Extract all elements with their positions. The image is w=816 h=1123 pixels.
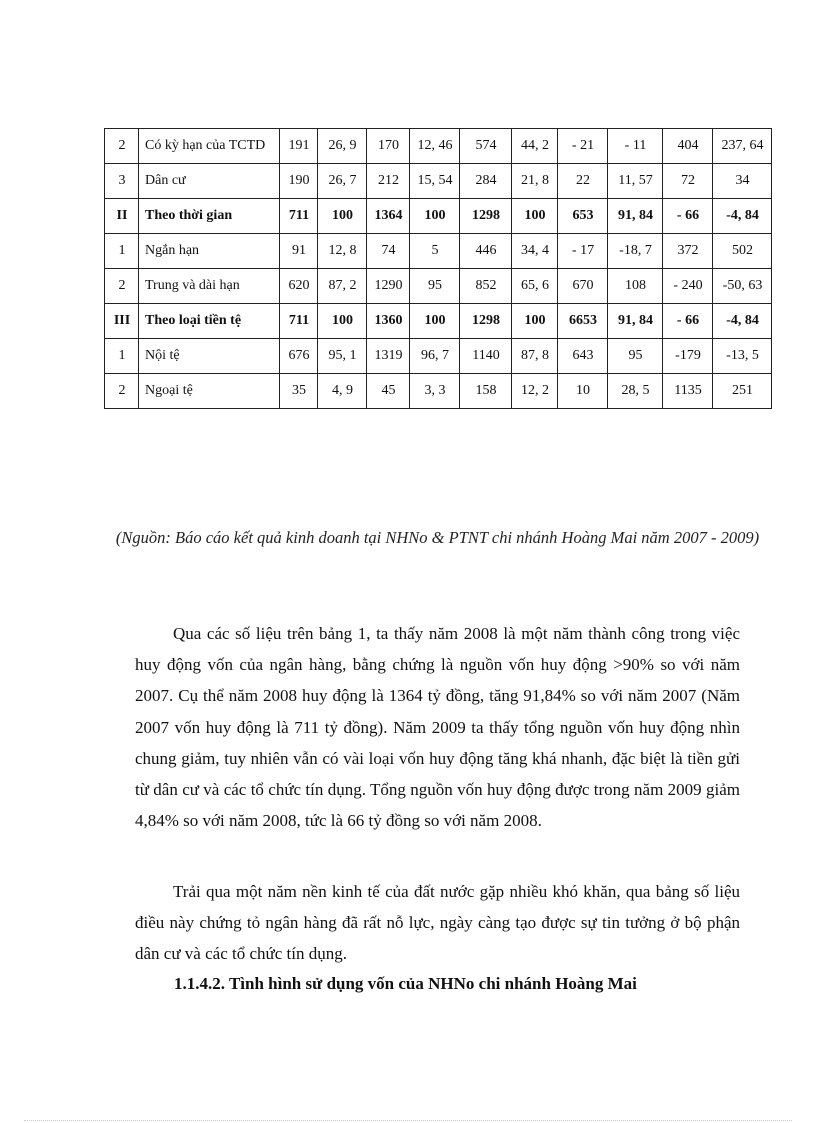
row-label-cell: Có kỳ hạn của TCTD [139, 129, 280, 164]
value-cell: 12, 46 [410, 129, 460, 164]
value-cell: 95, 1 [318, 339, 367, 374]
value-cell: 284 [460, 164, 512, 199]
row-index-cell: 1 [105, 339, 139, 374]
value-cell: 852 [460, 269, 512, 304]
value-cell: 190 [280, 164, 318, 199]
table-row [105, 234, 772, 269]
row-index-cell: II [105, 199, 139, 234]
value-cell: 45 [367, 374, 410, 409]
value-cell: 620 [280, 269, 318, 304]
value-cell: 670 [558, 269, 608, 304]
value-cell: 10 [558, 374, 608, 409]
value-cell: 372 [663, 234, 713, 269]
row-label-cell: Ngắn hạn [139, 234, 280, 269]
value-cell: 91, 84 [608, 199, 663, 234]
paragraph-2: Trải qua một năm nền kinh tế của đất nước gặp nhiều khó khăn, qua bảng số liệu điều này chứng tỏ ngân hàng đã rất nỗ lực, ngày càng tạo được sự tin tưởng ở bộ phận dân cư và các tổ chức tín dụng. [135, 882, 740, 964]
value-cell: - 240 [663, 269, 713, 304]
value-cell: 643 [558, 339, 608, 374]
value-cell: 100 [318, 304, 367, 339]
value-cell: 34, 4 [512, 234, 558, 269]
row-label-cell: Nội tệ [139, 339, 280, 374]
value-cell: 170 [367, 129, 410, 164]
value-cell: 100 [512, 304, 558, 339]
value-cell: -50, 63 [713, 269, 772, 304]
table-body [105, 129, 772, 409]
value-cell: 711 [280, 304, 318, 339]
value-cell: 4, 9 [318, 374, 367, 409]
value-cell: 74 [367, 234, 410, 269]
value-cell: 26, 7 [318, 164, 367, 199]
table-row [105, 269, 772, 304]
value-cell: 95 [410, 269, 460, 304]
value-cell: - 66 [663, 199, 713, 234]
value-cell: 711 [280, 199, 318, 234]
value-cell: 446 [460, 234, 512, 269]
value-cell: 1290 [367, 269, 410, 304]
table-source-note: (Nguồn: Báo cáo kết quả kinh doanh tại NHNo & PTNT chi nhánh Hoàng Mai năm 2007 - 2009) [115, 528, 760, 547]
value-cell: - 11 [608, 129, 663, 164]
value-cell: 95 [608, 339, 663, 374]
value-cell: 237, 64 [713, 129, 772, 164]
row-index-cell: 3 [105, 164, 139, 199]
row-label-cell: Trung và dài hạn [139, 269, 280, 304]
value-cell: 28, 5 [608, 374, 663, 409]
paragraph-1: Qua các số liệu trên bảng 1, ta thấy năm 2008 là một năm thành công trong việc huy động vốn của ngân hàng, bằng chứng là nguồn vốn huy động >90% so với năm 2007. Cụ thể năm 2008 huy động là 1364 tỷ đồng, tăng 91,84% so với năm 2007 (Năm 2007 vốn huy động là 711 tỷ đồng). Năm 2009 ta thấy tổng nguồn vốn huy động nhìn chung giảm, tuy nhiên vẫn có vài loại vốn huy động tăng khá nhanh, đặc biệt là tiền gửi từ dân cư và các tổ chức tín dụng. Tổng nguồn vốn huy động được trong năm 2009 giảm 4,84% so với năm 2008, tức là 66 tỷ đồng so với năm 2008. [135, 624, 740, 831]
table-row [105, 304, 772, 339]
value-cell: 34 [713, 164, 772, 199]
value-cell: 158 [460, 374, 512, 409]
page-footer-rule [24, 1120, 792, 1121]
row-index-cell: 1 [105, 234, 139, 269]
value-cell: 100 [512, 199, 558, 234]
value-cell: 191 [280, 129, 318, 164]
value-cell: -179 [663, 339, 713, 374]
capital-table [104, 128, 771, 409]
table-row [105, 129, 772, 164]
value-cell: 100 [410, 199, 460, 234]
value-cell: 1298 [460, 304, 512, 339]
value-cell: -4, 84 [713, 199, 772, 234]
value-cell: -18, 7 [608, 234, 663, 269]
value-cell: - 66 [663, 304, 713, 339]
value-cell: 676 [280, 339, 318, 374]
table-row [105, 374, 772, 409]
value-cell: 65, 6 [512, 269, 558, 304]
value-cell: 100 [318, 199, 367, 234]
table-row [105, 164, 772, 199]
value-cell: 1298 [460, 199, 512, 234]
value-cell: 653 [558, 199, 608, 234]
value-cell: -13, 5 [713, 339, 772, 374]
value-cell: 12, 8 [318, 234, 367, 269]
row-index-cell: III [105, 304, 139, 339]
value-cell: - 17 [558, 234, 608, 269]
value-cell: 15, 54 [410, 164, 460, 199]
table-row [105, 199, 772, 234]
value-cell: 6653 [558, 304, 608, 339]
value-cell: 35 [280, 374, 318, 409]
value-cell: 574 [460, 129, 512, 164]
value-cell: 502 [713, 234, 772, 269]
value-cell: 96, 7 [410, 339, 460, 374]
row-index-cell: 2 [105, 374, 139, 409]
row-label-cell: Ngoại tệ [139, 374, 280, 409]
value-cell: 5 [410, 234, 460, 269]
value-cell: 22 [558, 164, 608, 199]
value-cell: 21, 8 [512, 164, 558, 199]
value-cell: 100 [410, 304, 460, 339]
value-cell: 44, 2 [512, 129, 558, 164]
value-cell: 251 [713, 374, 772, 409]
value-cell: 1364 [367, 199, 410, 234]
row-index-cell: 2 [105, 269, 139, 304]
value-cell: 87, 8 [512, 339, 558, 374]
capital-mobilization-table [104, 128, 772, 409]
value-cell: 12, 2 [512, 374, 558, 409]
value-cell: 11, 57 [608, 164, 663, 199]
value-cell: 26, 9 [318, 129, 367, 164]
row-label-cell: Dân cư [139, 164, 280, 199]
value-cell: 87, 2 [318, 269, 367, 304]
value-cell: 212 [367, 164, 410, 199]
value-cell: 91 [280, 234, 318, 269]
value-cell: -4, 84 [713, 304, 772, 339]
value-cell: 108 [608, 269, 663, 304]
value-cell: 404 [663, 129, 713, 164]
row-label-cell: Theo loại tiền tệ [139, 304, 280, 339]
value-cell: - 21 [558, 129, 608, 164]
row-label-cell: Theo thời gian [139, 199, 280, 234]
section-heading: 1.1.4.2. Tình hình sử dụng vốn của NHNo chi nhánh Hoàng Mai [174, 974, 637, 993]
value-cell: 1140 [460, 339, 512, 374]
value-cell: 91, 84 [608, 304, 663, 339]
value-cell: 1135 [663, 374, 713, 409]
value-cell: 3, 3 [410, 374, 460, 409]
table-row [105, 339, 772, 374]
value-cell: 1319 [367, 339, 410, 374]
value-cell: 72 [663, 164, 713, 199]
row-index-cell: 2 [105, 129, 139, 164]
value-cell: 1360 [367, 304, 410, 339]
